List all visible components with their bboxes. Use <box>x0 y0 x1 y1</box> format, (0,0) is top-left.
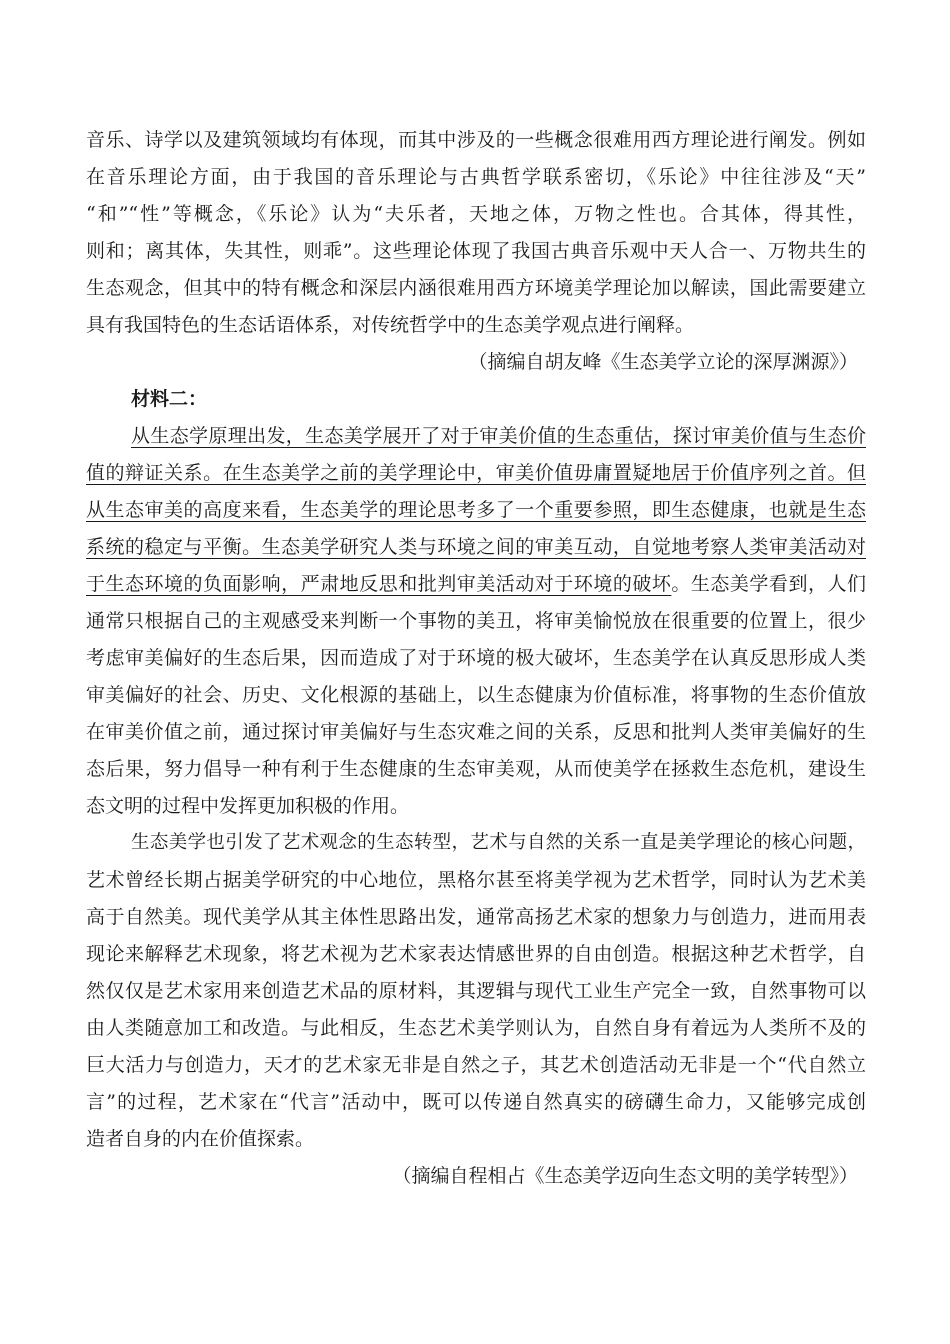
underlined-text-line: 从生态审美的高度来看，生态美学的理论思考多了一个重要参照，即生态健康，也就是生态 <box>86 499 866 521</box>
text-line: 言”的过程，艺术家在“代言”活动中，既可以传递自然真实的磅礴生命力，又能够完成创 <box>86 1091 866 1113</box>
text-line: 考虑审美偏好的生态后果，因而造成了对于环境的极大破坏，生态美学在认真反思形成人类 <box>86 647 866 669</box>
text-line: 艺术曾经长期占据美学研究的中心地位，黑格尔甚至将美学视为艺术哲学，同时认为艺术美 <box>86 869 866 891</box>
text-line: 造者自身的内在价值探索。 <box>86 1128 315 1150</box>
text-line: 音乐、诗学以及建筑领域均有体现，而其中涉及的一些概念很难用西方理论进行阐发。例如 <box>86 129 866 151</box>
text-line: 在音乐理论方面，由于我国的音乐理论与古典哲学联系密切，《乐论》中往往涉及“天” <box>86 166 866 188</box>
text-line: 现论来解释艺术现象，将艺术视为艺术家表达情感世界的自由创造。根据这种艺术哲学，自 <box>86 943 866 965</box>
underlined-segment: 于生态环境的负面影响，严肃地反思和批判审美活动对于环境的破坏 <box>86 573 672 595</box>
text-line: 高于自然美。现代美学从其主体性思路出发，通常高扬艺术家的想象力与创造力，进而用表 <box>86 906 866 928</box>
text-line: 由人类随意加工和改造。与此相反，生态艺术美学则认为，自然自身有着远为人类所不及的 <box>86 1017 866 1039</box>
text-line: 生态美学也引发了艺术观念的生态转型，艺术与自然的关系一直是美学理论的核心问题， <box>131 832 866 853</box>
text-line: “和”“性”等概念，《乐论》认为“夫乐者，天地之体，万物之性也。合其体，得其性， <box>86 203 866 225</box>
underlined-text-line: 从生态学原理出发，生态美学展开了对于审美价值的生态重估，探讨审美价值与生态价 <box>131 425 866 447</box>
section-heading: 材料二： <box>131 388 208 410</box>
underlined-text-line: 值的辩证关系。在生态美学之前的美学理论中，审美价值毋庸置疑地居于价值序列之首。但 <box>86 462 866 484</box>
text-line: 生态观念，但其中的特有概念和深层内涵很难用西方环境美学理论加以解读，国此需要建立 <box>86 277 866 299</box>
text-line: 态后果，努力倡导一种有利于生态健康的生态审美观，从而使美学在拯救生态危机，建设生 <box>86 758 866 780</box>
mixed-text-line <box>86 570 866 598</box>
underlined-text-line: 系统的稳定与平衡。生态美学研究人类与环境之间的审美互动，自觉地考察人类审美活动对 <box>86 536 866 558</box>
text-line: 审美偏好的社会、历史、文化根源的基础上，以生态健康为价值标准，将事物的生态价值放 <box>86 684 866 706</box>
text-line: 具有我国特色的生态话语体系，对传统哲学中的生态美学观点进行阐释。 <box>86 314 695 336</box>
plain-segment: 。生态美学看到，人们 <box>671 573 866 595</box>
text-line: 态文明的过程中发挥更加积极的作用。 <box>86 795 410 817</box>
source-citation: （摘编自程相占《生态美学迈向生态文明的美学转型》） <box>392 1165 858 1187</box>
text-line: 巨大活力与创造力，天才的艺术家无非是自然之子，其艺术创造活动无非是一个“代自然立 <box>86 1054 866 1076</box>
text-line: 然仅仅是艺术家用来创造艺术品的原材料，其逻辑与现代工业生产完全一致，自然事物可以 <box>86 980 866 1002</box>
text-line: 在审美价值之前，通过探讨审美偏好与生态灾难之间的关系，反思和批判人类审美偏好的生 <box>86 721 866 743</box>
text-line: 通常只根据自己的主观感受来判断一个事物的美丑，将审美愉悦放在很重要的位置上，很少 <box>86 610 866 632</box>
text-line: 则和；离其体，失其性，则乖”。这些理论体现了我国古典音乐观中天人合一、万物共生的 <box>86 240 866 262</box>
source-citation: （摘编自胡友峰《生态美学立论的深厚渊源》） <box>468 351 858 373</box>
